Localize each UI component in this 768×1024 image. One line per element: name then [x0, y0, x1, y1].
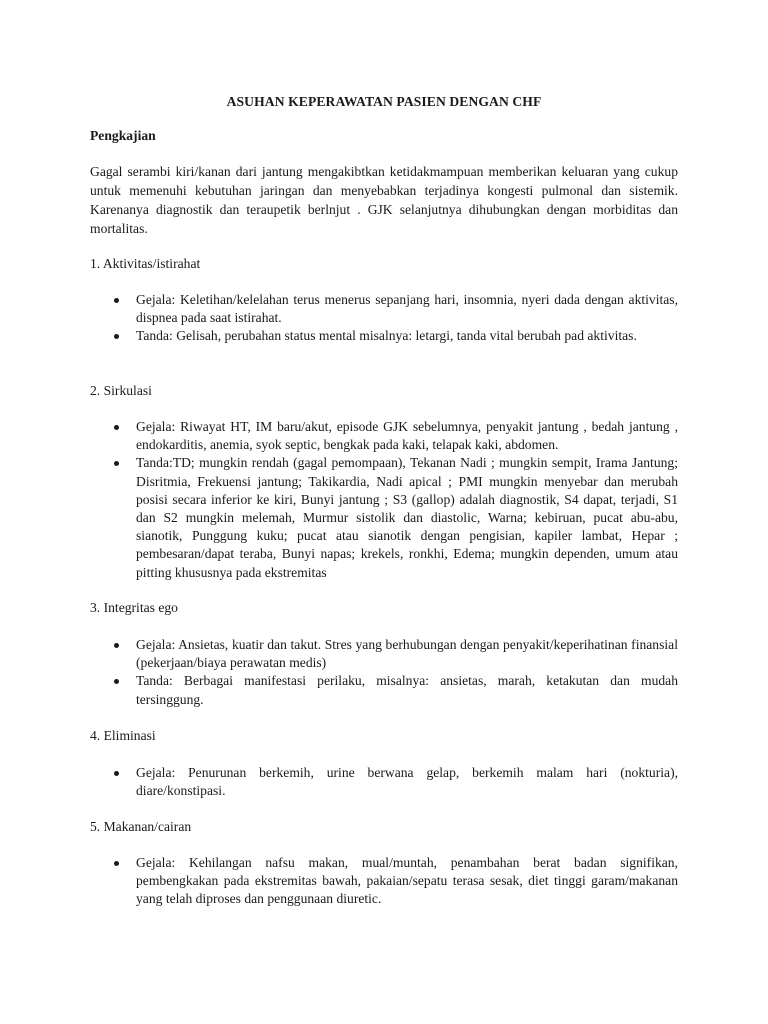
eliminasi-list	[90, 764, 678, 800]
bullet-icon	[114, 298, 119, 303]
section-heading-integritas-ego: 3. Integritas ego	[90, 600, 178, 615]
list-item: Tanda: Gelisah, perubahan status mental misalnya: letargi, tanda vital berubah pad aktivitas.	[90, 327, 678, 345]
aktivitas-list	[90, 291, 678, 346]
list-item: Gejala: Keletihan/kelelahan terus menerus sepanjang hari, insomnia, nyeri dada dengan aktivitas, dispnea pada saat istirahat.	[90, 291, 678, 327]
bullet-icon	[114, 861, 119, 866]
integritas-ego-list	[90, 636, 678, 709]
section-heading-pengkajian: Pengkajian	[90, 128, 156, 143]
bullet-icon	[114, 461, 119, 466]
bullet-icon	[114, 643, 119, 648]
makanan-list	[90, 854, 678, 909]
bullet-icon	[114, 425, 119, 430]
intro-paragraph: Gagal serambi kiri/kanan dari jantung mengakibtkan ketidakmampuan memberikan keluaran yang cukup untuk memenuhi kebutuhan jaringan dan menyebabkan terjadinya kongesti pulmonal dan sistemik. Karenanya diagnostik dan teraupetik berlnjut . GJK selanjutnya dihubungkan dengan morbiditas dan mortalitas.	[90, 164, 678, 236]
list-item: Tanda:TD; mungkin rendah (gagal pemompaan), Tekanan Nadi ; mungkin sempit, Irama Jantung; Disritmia, Frekuensi jantung; Takikardia, Nadi apical ; PMI mungkin menyebar dan merubah posisi secara inferior ke kiri, Bunyi jantung ; S3 (gallop) adalah diagnostik, S4 dapat, terjadi, S1 dan S2 mungkin melemah, Murmur sistolik dan diastolic, Warna; kebiruan, pucat abu-abu, sianotik, Punggung kuku; pucat atau sianotik dengan pengisian, kapiler lambat, Hepar ; pembesaran/dapat teraba, Bunyi napas; krekels, ronkhi, Edema; mungkin dependen, umum atau pitting khususnya pada ekstremitas	[90, 454, 678, 581]
section-heading-makanan: 5. Makanan/cairan	[90, 819, 192, 834]
list-item: Gejala: Kehilangan nafsu makan, mual/muntah, penambahan berat badan signifikan, pembengkakan pada ekstremitas bawah, pakaian/sepatu terasa sesak, diet tinggi garam/makanan yang telah diproses dan penggunaan diuretic.	[90, 854, 678, 909]
bullet-icon	[114, 771, 119, 776]
section-heading-eliminasi: 4. Eliminasi	[90, 728, 156, 743]
section-heading-aktivitas: 1. Aktivitas/istirahat	[90, 256, 201, 271]
sirkulasi-list	[90, 418, 678, 582]
list-item: Gejala: Ansietas, kuatir dan takut. Stres yang berhubungan dengan penyakit/keperihatinan finansial (pekerjaan/biaya perawatan medis)	[90, 636, 678, 672]
list-item: Tanda: Berbagai manifestasi perilaku, misalnya: ansietas, marah, ketakutan dan mudah tersinggung.	[90, 672, 678, 708]
bullet-icon	[114, 334, 119, 339]
bullet-icon	[114, 679, 119, 684]
section-heading-sirkulasi: 2. Sirkulasi	[90, 383, 152, 398]
list-item: Gejala: Penurunan berkemih, urine berwana gelap, berkemih malam hari (nokturia), diare/konstipasi.	[90, 764, 678, 800]
document-title: ASUHAN KEPERAWATAN PASIEN DENGAN CHF	[226, 94, 542, 109]
list-item: Gejala: Riwayat HT, IM baru/akut, episode GJK sebelumnya, penyakit jantung , bedah jantung , endokarditis, anemia, syok septic, bengkak pada kaki, telapak kaki, abdomen.	[90, 418, 678, 454]
